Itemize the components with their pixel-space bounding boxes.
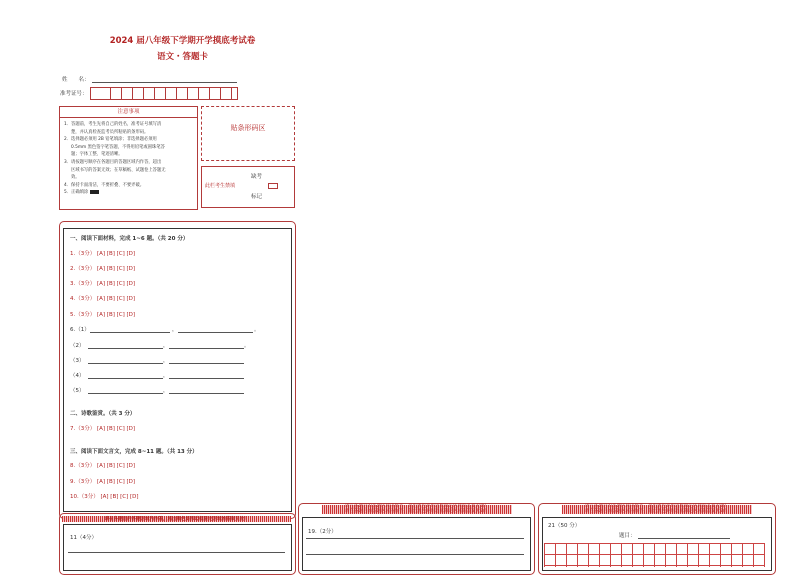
q6-comma: ，: [163, 343, 169, 349]
absent-label: 此栏考生禁填: [205, 183, 236, 189]
q6-line[interactable]: [169, 348, 244, 349]
notes-box: [59, 106, 198, 210]
q6-comma: ，: [172, 327, 178, 333]
q6-row-label: （2）: [70, 343, 85, 349]
q6-period: 。: [244, 343, 250, 349]
name-label: 姓 名：: [62, 77, 90, 83]
notes-item: 1．答题前，考生先将自己的姓名，准考证号填写清: [64, 122, 162, 127]
notes-item: 4．保持卡面清洁，不要折叠、不要弄破。: [64, 182, 145, 188]
composition-grid[interactable]: [544, 543, 765, 567]
id-label: 准考证号：: [60, 91, 88, 97]
q11-area: [63, 524, 292, 571]
choice-row-7[interactable]: 7.（3分） [A] [B] [C] [D]: [70, 426, 136, 432]
choice-row-5[interactable]: 5.（3分） [A] [B] [C] [D]: [70, 312, 136, 318]
q19-line[interactable]: [306, 554, 524, 555]
q6-comma: ，: [163, 358, 169, 364]
choice-row-9[interactable]: 9.（3分） [A] [B] [C] [D]: [70, 479, 136, 485]
q6-period: 。: [254, 327, 260, 333]
notes-title: 注意事项: [60, 107, 197, 118]
q6-line[interactable]: [88, 378, 163, 379]
q6-row-label: （5）: [70, 388, 85, 394]
section3-title: 三、阅读下面文言文，完成 8~11 题。（共 13 分）: [70, 449, 198, 455]
notes-item: 0.5mm 黑色签字笔答题，不得用铅笔或圆珠笔答: [71, 144, 165, 150]
q11-label: 11（4分）: [70, 535, 97, 541]
q11-line[interactable]: [68, 552, 285, 553]
barcode-label: 贴条形码区: [230, 124, 266, 132]
warning-text: 请在各题目的答题区域内作答，超出黑色矩形边框限定区域的答案无效！: [585, 509, 729, 514]
page-title: 2024 届八年级下学期开学摸底考试卷: [109, 36, 256, 46]
absent-box: [201, 166, 295, 208]
page-subtitle: 语文・答题卡: [156, 52, 208, 62]
q6-line[interactable]: [178, 332, 253, 333]
q6-row-label: （4）: [70, 373, 85, 379]
choice-row-10[interactable]: 10.（3分） [A] [B] [C] [D]: [70, 494, 139, 500]
q21-topic-line[interactable]: [638, 538, 730, 539]
q6-line[interactable]: [88, 363, 163, 364]
q6-line[interactable]: [169, 363, 244, 364]
q19-area: [302, 517, 531, 571]
q19-label: 19.（2分）: [308, 529, 337, 535]
choice-row-1[interactable]: 1.（3分） [A] [B] [C] [D]: [70, 251, 136, 257]
section1-title: 一、阅读下面材料，完成 1~6 题。（共 20 分）: [70, 236, 189, 242]
q6-row-label: （3）: [70, 358, 85, 364]
q19-line[interactable]: [306, 538, 524, 539]
notes-item: 3．请按题号顺序在各题目的答题区域内作答，超出: [64, 159, 162, 165]
absent-mark-bottom: 标记: [251, 194, 263, 200]
warning-text: 请在各题目的答题区域内作答，超出黑色矩形边框限定区域的答案无效！: [585, 504, 729, 509]
q6-label: 6.（1）: [70, 327, 90, 333]
notes-item: 2．选择题必须用 2B 铅笔填涂；非选择题必须用: [64, 137, 157, 143]
q6-comma: ，: [163, 388, 169, 394]
q21-topic-label: 题目：: [619, 533, 636, 539]
q6-line[interactable]: [90, 332, 170, 333]
name-input-line[interactable]: [92, 82, 237, 83]
q6-line[interactable]: [88, 348, 163, 349]
warning-text: 请在各题目的答题区域内作答，超出黑色矩形边框限定区域的答案无效！: [345, 509, 489, 514]
q6-line[interactable]: [88, 393, 163, 394]
notes-item: 效。: [71, 175, 80, 181]
q6-comma: ，: [163, 373, 169, 379]
choice-row-8[interactable]: 8.（3分） [A] [B] [C] [D]: [70, 463, 136, 469]
choice-row-3[interactable]: 3.（3分） [A] [B] [C] [D]: [70, 281, 136, 287]
q6-line[interactable]: [169, 393, 244, 394]
absent-bubble[interactable]: [268, 183, 278, 189]
notes-list: [60, 118, 197, 200]
notes-item: 5．正确填涂: [64, 189, 193, 197]
barcode-area: [201, 106, 295, 161]
warning-text: 请在各题目的答题区域内作答，超出黑色矩形边框限定区域的答案无效！: [345, 504, 489, 509]
notes-item: 题；字体工整、笔迹清晰。: [71, 152, 123, 158]
notes-item: 区域书写的答案无效；在草稿纸、试题卷上答题无: [71, 167, 166, 173]
q21-label: 21（50 分）: [548, 523, 581, 529]
filled-bubble-icon: [90, 190, 99, 194]
absent-mark-top: 缺考: [251, 174, 263, 180]
q6-line[interactable]: [169, 378, 244, 379]
section2-title: 二、诗歌鉴赏。（共 3 分）: [70, 411, 136, 417]
id-grid[interactable]: [90, 87, 238, 100]
warning-text: 请在各题目的答题区域内作答，超出黑色矩形边框限定区域的答案无效！: [104, 517, 249, 522]
choice-row-4[interactable]: 4.（3分） [A] [B] [C] [D]: [70, 296, 136, 302]
choice-row-2[interactable]: 2.（3分） [A] [B] [C] [D]: [70, 266, 136, 272]
notes-item: 楚，并认真检查监考员所粘贴的条形码。: [71, 129, 149, 135]
